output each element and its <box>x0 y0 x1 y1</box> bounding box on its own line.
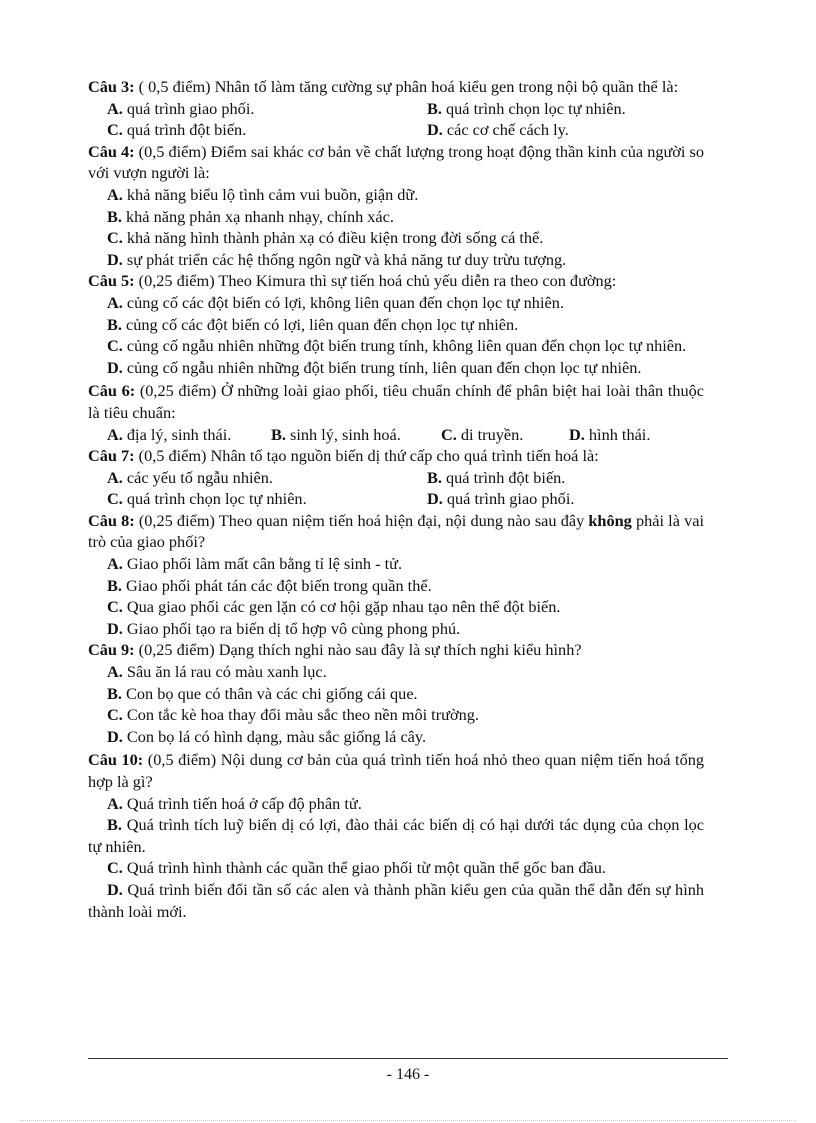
question-text: ( 0,5 điểm) Nhân tố làm tăng cường sự phân hoá kiểu gen trong nội bộ quần thể là: <box>134 77 679 96</box>
option-d <box>569 424 650 446</box>
option-label: D. <box>107 879 123 899</box>
option-d <box>88 249 704 271</box>
option-b <box>88 206 704 228</box>
question-10 <box>88 749 704 922</box>
option-label: C. <box>107 336 123 356</box>
option-b <box>427 467 723 489</box>
option-text: củng cố ngẫu nhiên những đột biến trung tính, liên quan đến chọn lọc tự nhiên. <box>122 357 642 377</box>
option-c <box>88 704 704 726</box>
option-text: Qua giao phối các gen lặn có cơ hội gặp nhau tạo nên thể đột biến. <box>122 597 561 617</box>
question-number: Câu 6: <box>88 381 136 401</box>
option-label: A. <box>107 424 123 444</box>
option-text: địa lý, sinh thái. <box>122 424 232 444</box>
option-d <box>88 357 704 379</box>
question-number: Câu 4: <box>88 141 135 161</box>
option-label: C. <box>107 858 123 878</box>
option-text: Giao phối phát tán các đột biến trong quần thể. <box>121 575 432 595</box>
option-label: A. <box>107 467 123 487</box>
option-text: Con tắc kè hoa thay đổi màu sắc theo nền môi trường. <box>122 705 479 725</box>
option-text: khả năng hình thành phản xạ có điều kiện trong đời sống cá thể. <box>122 228 544 248</box>
question-number: Câu 10: <box>88 750 144 770</box>
question-number: Câu 7: <box>88 446 135 466</box>
option-d <box>427 119 723 141</box>
question-stem <box>88 270 704 292</box>
option-text: Quá trình tiến hoá ở cấp độ phân tử. <box>122 793 362 813</box>
option-label: A. <box>107 98 123 118</box>
option-text: Con bọ lá có hình dạng, màu sắc giống lá cây. <box>122 726 427 746</box>
option-a <box>88 184 704 206</box>
option-d <box>88 618 704 640</box>
question-stem <box>88 380 704 423</box>
option-label: B. <box>107 683 122 703</box>
option-label: B. <box>107 206 122 226</box>
option-label: C. <box>107 597 123 617</box>
option-b <box>88 575 704 597</box>
question-8 <box>88 510 704 640</box>
option-label: D. <box>107 357 123 377</box>
question-stem <box>88 76 704 98</box>
question-number: Câu 3: <box>88 77 135 96</box>
option-text: Con bọ que có thân và các chi giống cái que. <box>121 683 418 703</box>
question-text: (0,25 điểm) Dạng thích nghi nào sau đây là sự thích nghi kiểu hình? <box>134 640 582 660</box>
question-text: (0,25 điểm) Theo quan niệm tiến hoá hiện đại, nội dung nào sau đây <box>134 510 589 530</box>
option-label: D. <box>107 249 123 269</box>
question-6 <box>88 380 704 445</box>
option-label: D. <box>427 489 443 509</box>
question-stem <box>88 639 704 661</box>
option-a <box>107 467 427 489</box>
question-4 <box>88 141 704 271</box>
option-c <box>107 488 427 510</box>
option-text: hình thái. <box>584 424 651 444</box>
question-5 <box>88 270 704 378</box>
question-stem <box>88 141 704 184</box>
option-d <box>427 488 723 510</box>
option-label: B. <box>271 424 286 444</box>
option-c <box>107 119 427 141</box>
option-text: củng cố các đột biến có lợi, không liên quan đến chọn lọc tự nhiên. <box>122 292 564 312</box>
option-text: sinh lý, sinh hoá. <box>285 424 401 444</box>
option-b <box>88 683 704 705</box>
option-b <box>88 314 704 336</box>
exam-page <box>88 76 704 922</box>
options-grid <box>88 98 704 141</box>
option-a <box>88 793 704 815</box>
option-text: quá trình đột biến. <box>441 467 566 487</box>
question-7 <box>88 445 704 510</box>
option-a <box>88 553 704 575</box>
option-text: khả năng biểu lộ tình cảm vui buồn, giận dữ. <box>122 184 419 204</box>
option-label: A. <box>107 554 123 574</box>
option-text: củng cố ngẫu nhiên những đột biến trung tính, không liên quan đến chọn lọc tự nhiên. <box>122 336 687 356</box>
option-label: B. <box>427 98 442 118</box>
page-edge-dots <box>20 1120 796 1121</box>
option-text: quá trình chọn lọc tự nhiên. <box>122 489 307 509</box>
option-label: C. <box>107 705 123 725</box>
question-text: (0,25 điểm) Theo Kimura thì sự tiến hoá chủ yếu diễn ra theo con đường: <box>134 271 617 291</box>
question-text: (0,5 điểm) Điểm sai khác cơ bản về chất lượng trong hoạt động thần kinh của người so với vượn người là: <box>88 141 704 183</box>
option-text: các cơ chế cách ly. <box>442 120 569 140</box>
option-label: A. <box>107 292 123 312</box>
option-text: quá trình đột biến. <box>122 120 247 140</box>
option-c <box>88 335 704 357</box>
question-number: Câu 8: <box>88 510 135 530</box>
option-text: Quá trình biến đổi tần số các alen và thành phần kiểu gen của quần thể dẫn đến sự hình thành loài mới. <box>88 879 704 921</box>
option-text: Quá trình tích luỹ biến dị có lợi, đào thải các biến dị có hại dưới tác dụng của chọn lọc tự nhiên. <box>88 815 704 856</box>
option-label: B. <box>427 467 442 487</box>
option-label: D. <box>107 726 123 746</box>
option-label: D. <box>107 618 123 638</box>
option-text: Sâu ăn lá rau có màu xanh lục. <box>122 662 327 682</box>
option-c <box>88 596 704 618</box>
option-b <box>427 98 723 120</box>
option-a <box>107 98 427 120</box>
option-c <box>88 227 704 249</box>
question-text: (0,5 điểm) Nội dung cơ bản của quá trình tiến hoá nhỏ theo quan niệm tiến hoá tổng hợp là gì? <box>88 750 704 791</box>
option-a <box>88 292 704 314</box>
option-c <box>88 857 704 879</box>
question-stem <box>88 749 704 792</box>
option-text: các yếu tố ngẫu nhiên. <box>122 467 273 487</box>
option-label: A. <box>107 793 123 813</box>
options-row <box>88 424 704 446</box>
option-text: Giao phối làm mất cân bằng tỉ lệ sinh - tử. <box>122 554 403 574</box>
option-d <box>88 726 704 748</box>
question-text: (0,5 điểm) Nhân tố tạo nguồn biến dị thứ cấp cho quá trình tiến hoá là: <box>134 446 599 466</box>
question-text: phải là vai trò của giao phối? <box>88 510 704 552</box>
option-b <box>271 424 441 446</box>
question-3 <box>88 76 704 141</box>
option-label: B. <box>107 815 122 835</box>
question-text: (0,25 điểm) Ở những loài giao phối, tiêu chuẩn chính để phân biệt hai loài thân thuộc là tiêu chuẩn: <box>88 381 704 422</box>
option-label: C. <box>107 228 123 248</box>
question-stem <box>88 510 704 553</box>
option-text: sự phát triển các hệ thống ngôn ngữ và khả năng tư duy trừu tượng. <box>122 249 567 269</box>
question-number: Câu 5: <box>88 271 135 291</box>
question-number: Câu 9: <box>88 640 135 660</box>
option-c <box>441 424 569 446</box>
option-label: D. <box>427 120 443 140</box>
option-a <box>107 424 271 446</box>
option-text: quá trình giao phối. <box>442 489 575 509</box>
page-number: - 146 - <box>386 1066 430 1083</box>
option-label: A. <box>107 184 123 204</box>
option-text: quá trình chọn lọc tự nhiên. <box>441 98 626 118</box>
question-9 <box>88 639 704 747</box>
option-label: B. <box>107 314 122 334</box>
option-label: A. <box>107 662 123 682</box>
question-keyword: không <box>588 510 632 530</box>
option-label: B. <box>107 575 122 595</box>
option-text: Quá trình hình thành các quần thể giao phối từ một quần thể gốc ban đầu. <box>122 858 606 878</box>
option-label: C. <box>107 489 123 509</box>
option-a <box>88 661 704 683</box>
question-stem <box>88 445 704 467</box>
option-d <box>88 879 704 922</box>
footer-divider <box>88 1058 728 1059</box>
options-grid <box>88 467 704 510</box>
option-text: khả năng phản xạ nhanh nhạy, chính xác. <box>121 206 394 226</box>
option-text: Giao phối tạo ra biến dị tổ hợp vô cùng phong phú. <box>122 618 461 638</box>
option-label: D. <box>569 424 585 444</box>
option-label: C. <box>441 424 457 444</box>
option-text: quá trình giao phối. <box>122 98 255 118</box>
option-text: củng cố các đột biến có lợi, liên quan đến chọn lọc tự nhiên. <box>121 314 519 334</box>
option-text: di truyền. <box>456 424 524 444</box>
option-label: C. <box>107 120 123 140</box>
option-b <box>88 814 704 857</box>
